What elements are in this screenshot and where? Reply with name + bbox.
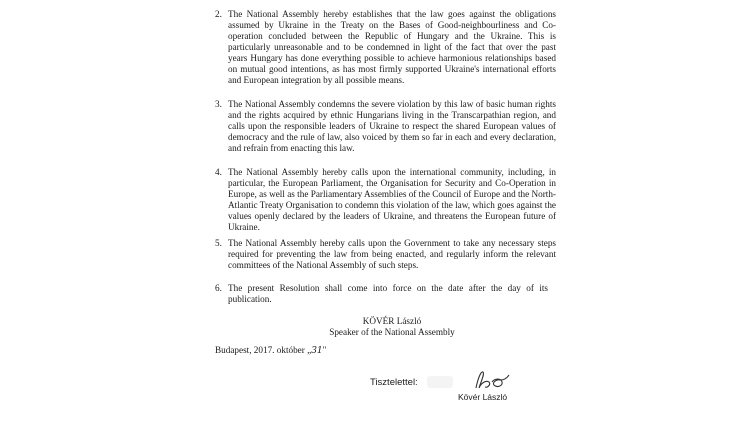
item-text: The National Assembly hereby establishes that the law goes against the obligations assumed by Ukraine in the Treaty on the Bases of Good-neighbourliness and Co-operation concluded between the Republic of Hungary and the Ukraine. This is particularly unreasonable and to be condemned in light of the fact that over the past years Hungary has done everything possible to achieve harmonious relationships based on mutual good intentions, as has most firmly supported Ukraine's international efforts and European integration by all possible means. xyxy=(228,9,556,85)
resolution-item-2 xyxy=(215,9,556,86)
resolution-item-4 xyxy=(215,167,556,233)
item-number: 3. xyxy=(215,99,222,109)
resolution-item-5 xyxy=(215,238,556,271)
resolution-item-6 xyxy=(215,283,548,305)
date-day-handwritten: 31 xyxy=(311,346,323,356)
item-text: The National Assembly hereby calls upon the Government to take any necessary steps required for preventing the law from being enacted, and regularly inform the relevant committees of the National Assembly of such steps. xyxy=(228,238,556,270)
item-number: 2. xyxy=(215,9,222,19)
signatory-name: KÖVÉR László xyxy=(362,316,422,326)
item-text: The National Assembly condemns the severe violation by this law of basic human rights and the rights acquired by ethnic Hungarians living in the Transcarpathian region, and calls upon the responsible leaders of Ukraine to respect the shared European values of democracy and the rule of law, also voiced by them so far in each and every declaration, and refrain from enacting this law. xyxy=(228,99,556,153)
handwritten-signature xyxy=(472,368,512,392)
item-number: 6. xyxy=(215,283,222,293)
item-text: The present Resolution shall come into force on the date after the day of its publication. xyxy=(228,283,548,304)
item-text: The National Assembly hereby calls upon the international community, including, in particular, the European Parliament, the Organisation for Security and Co-Operation in Europe, as well as the Parliamentary Assemblies of the Council of Europe and the North-Atlantic Treaty Organisation to condemn this violation of the law, which goes against the values openly declared by the leaders of Ukraine, and threatens the European future of Ukraine. xyxy=(228,167,556,232)
item-number: 5. xyxy=(215,238,222,248)
resolution-item-3 xyxy=(215,99,556,154)
closing-greeting: Tisztelettel: xyxy=(370,377,418,388)
place-date xyxy=(215,345,326,357)
signer-name: Kövér László xyxy=(458,392,508,402)
date-suffix: " xyxy=(322,345,327,355)
signatory-title: Speaker of the National Assembly xyxy=(329,327,455,337)
redaction-smudge xyxy=(427,376,453,388)
item-number: 4. xyxy=(215,167,222,177)
date-prefix: Budapest, 2017. október „ xyxy=(215,345,312,355)
